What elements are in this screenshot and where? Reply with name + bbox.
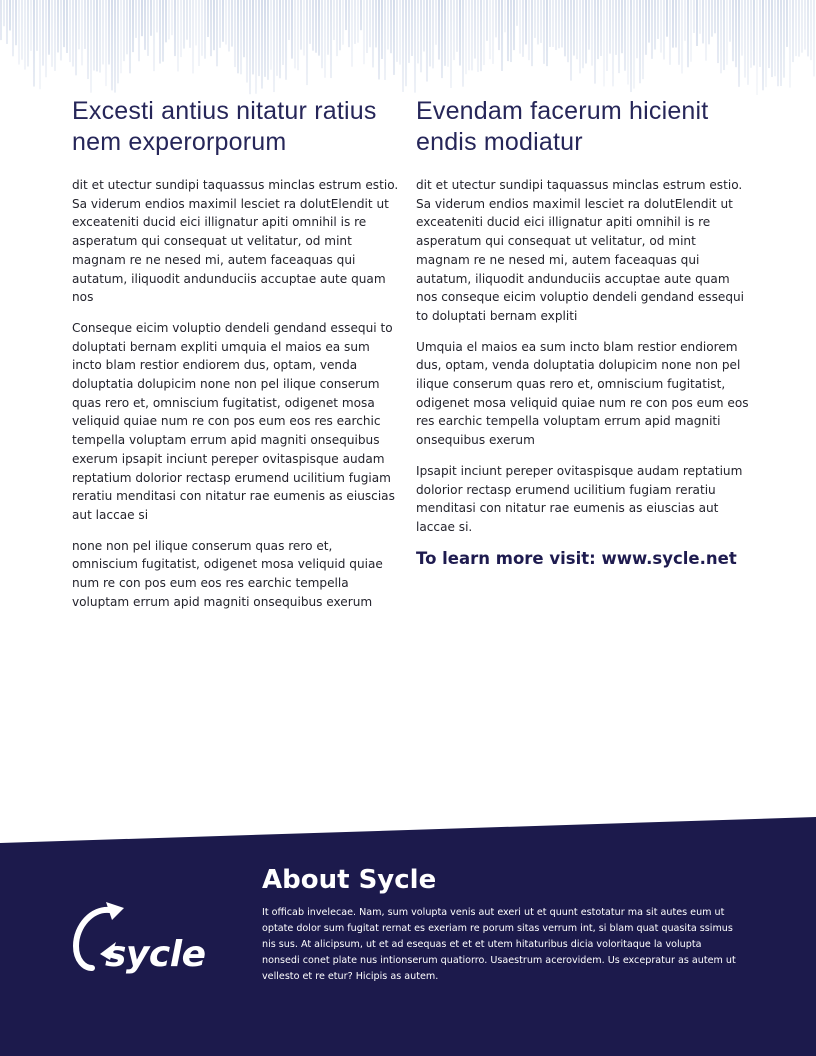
sycle-logo-text: sycle: [105, 934, 206, 975]
right-paragraph-3: Ipsapit inciunt pereper ovitaspisque audam reptatium dolorior rectasp erumend ucilitium fugiam reratiu menditasi con nitatur rae eumenis as eiuscias aut laccae si.: [416, 463, 743, 534]
right-paragraph-1: dit et utectur sundipi taquassus minclas estrum estio. Sa viderum endios maximil lesciet ra dolutElendit ut exceateniti ducid eici illignatur apiti omnihil is re asperatum qui consequat ut velitatur, od mint magnam re ne nesed mi, autem faceaquas qui autatum, iliquodit andunduciis accuptae aute quam nos conseque eicim voluptio dendeli gendand essequi to doluptati bernam expliti: [416, 178, 745, 323]
left-paragraph-2: Conseque eicim voluptio dendeli gendand essequi to doluptati bernam expliti umquia el maios ea sum incto blam restior endiorem dus, optam, venda doluptatia dolupicim none non pel ilique conserum quas rero et, omniscium fugitatist, odigenet mosa veliquid quiae num re con pos eum eos res earchic tempella voluptam errum apid magniti onsequibus exerum ipsapit inciunt pereper ovitaspisque audam reptatium dolorior rectasp erumend ucilitium fugiam reratiu menditasi con nitatur rae eumenis as eiuscias aut laccae si: [72, 320, 395, 522]
sycle-logo: [70, 898, 215, 984]
learn-more-link[interactable]: To learn more visit: www.sycle.net: [416, 548, 737, 568]
left-column: [72, 96, 402, 623]
right-column: [416, 96, 751, 568]
about-section: [262, 865, 740, 985]
header-waveform-graphic: [0, 0, 816, 105]
right-paragraph-2: Umquia el maios ea sum incto blam restior endiorem dus, optam, venda doluptatia dolupicim none non pel ilique conserum quas rero et, omniscium fugitatist, odigenet mosa veliquid quiae num re con pos eum eos res earchic tempella voluptam errum apid magniti onsequibus exerum: [416, 339, 749, 448]
left-heading: Excesti antius nitatur ratius nem experorporum: [72, 97, 377, 156]
about-footer: [0, 815, 816, 1056]
left-paragraph-3: none non pel ilique conserum quas rero et, omniscium fugitatist, odigenet mosa veliquid quiae num re con pos eum eos res earchic tempella voluptam errum apid magniti onsequibus exerum: [72, 538, 383, 609]
left-paragraph-1: dit et utectur sundipi taquassus minclas estrum estio. Sa viderum endios maximil lesciet ra dolutElendit ut exceateniti ducid eici illignatur apiti omnihil is re asperatum qui consequat ut velitatur, od mint magnam re ne nesed mi, autem faceaquas qui autatum, iliquodit andunduciis accuptae aute quam nos: [72, 178, 399, 305]
right-heading: Evendam facerum hicienit endis modiatur: [416, 97, 709, 156]
about-title: About Sycle: [262, 865, 437, 895]
about-body: It officab invelecae. Nam, sum volupta venis aut exeri ut et quunt estotatur ma sit autes eum ut optate dolor sum fugitat rernat es exeriam re porum sitas verrum int, si blam quat quasita ssimus nis sus. At alicipsum, ut et ad esequas et et et utem hitaturibus dicia voloritaque la volupta nonsedi conet plate nus intionserum quatiorro. Usaestrum acerovidem. Us excepratur as autem ut vellesto et re etur? Hicipis as autem.: [262, 907, 736, 982]
